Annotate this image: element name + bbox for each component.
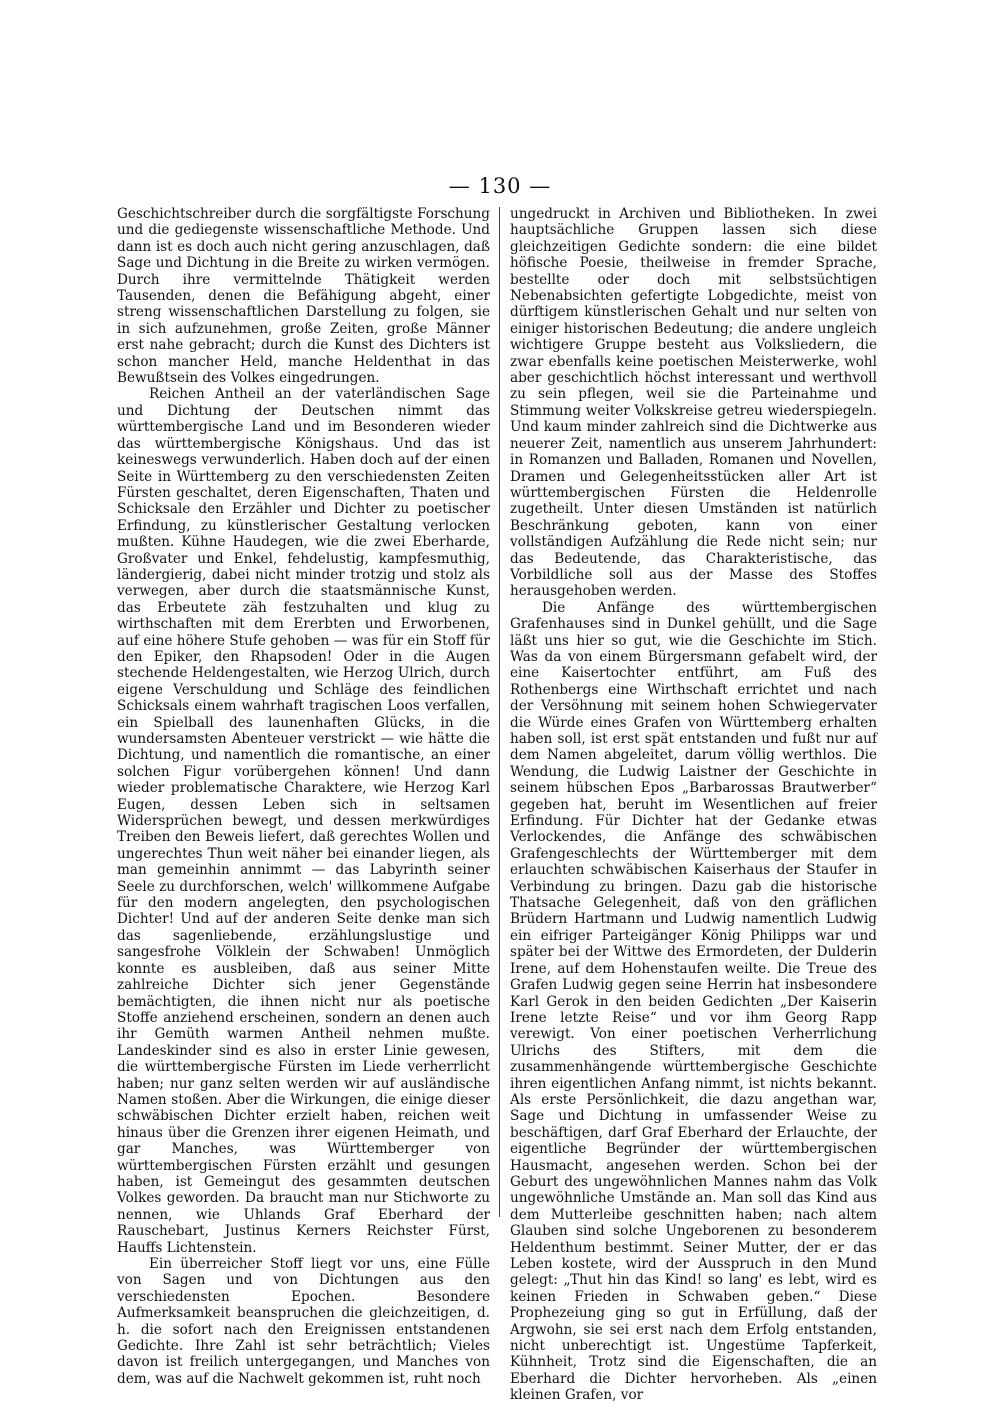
paragraph: Reichen Antheil an der vaterländischen Sage und Dichtung der Deutschen nimmt das württembergische Land und im Besonderen wieder das württembergische Königshaus. Und das ist keineswegs verwunderlich. Haben doch auf der einen Seite in Württemberg zu den verschiedensten Zeiten Fürsten geschaltet, deren Eigenschaften, Thaten und Schicksale den Erzähler und Dichter zu poetischer Erfindung, zu künstlerischer Gestaltung verlocken mußten. Kühne Haudegen, wie die zwei Eberharde, Großvater und Enkel, fehdelustig, kampfesmuthig, ländergierig, dabei nicht minder trotzig und stolz als verwegen, aber durch die staatsmännische Kunst, das Erbeutete zäh festzuhalten und klug zu wirthschaften mit dem Ererbten und Erworbenen, auf eine höhere Stufe gehoben — was für ein Stoff für den Epiker, den Rhapsoden! Oder in die Augen stechende Heldengestalten, wie Herzog Ulrich, durch eigene Verschuldung und Schläge des feindlichen Schicksals einem wahrhaft tragischen Loos verfallen, ein Spielball des launenhaften Glücks, in die wundersamsten Abenteuer verstrickt — wie hätte die Dichtung, und namentlich die romantische, an einer solchen Figur vorübergehen können! Und dann wieder problematische Charaktere, wie Herzog Karl Eugen, dessen Leben sich in seltsamen Widersprüchen bewegt, und dessen merkwürdiges Treiben den Beweis liefert, daß gerechtes Wollen und ungerechtes Thun weit näher bei einander liegen, als man gemeinhin annimmt — das Labyrinth seiner Seele zu durchforschen, welch' willkommene Aufgabe für den modern angelegten, den psychologischen Dichter! Und auf der anderen Seite denke man sich das sagenliebende, erzählungslustige und sangesfrohe Völklein der Schwaben! Unmöglich konnte es ausbleiben, daß aus seiner Mitte zahlreiche Dichter sich jener Gegenstände bemächtigten, die ihnen nicht nur als poetische Stoffe anziehend erscheinen, sondern an denen auch ihr Gemüth warmen Antheil nehmen mußte. Landeskinder sind es also in erster Linie gewesen, die württembergische Fürsten im Liede verherrlicht haben; nur ganz selten werden wir auf ausländische Namen stoßen. Aber die Wirkungen, die einige dieser schwäbischen Dichter erzielt haben, reichen weit hinaus über die Grenzen ihrer eigenen Heimath, und gar Manches, was Württemberger von württembergischen Fürsten erzählt und gesungen haben, ist Gemeingut des gesammten deutschen Volkes geworden. Da braucht man nur Stichworte zu nennen, wie Uhlands Graf Eberhard der Rauschebart, Justinus Kerners Reichster Fürst, Hauffs Lichtenstein. <box>117 386 491 1256</box>
paragraph: Geschichtschreiber durch die sorgfältigste Forschung und die gediegenste wissenschaftliche Methode. Und dann ist es doch auch nicht gering anzuschlagen, daß Sage und Dichtung in die Breite zu wirken vermögen. Durch ihre vermittelnde Thätigkeit werden Tausenden, denen die Befähigung abgeht, einer streng wissenschaftlichen Darstellung zu folgen, sie in sich aufzunehmen, große Zeiten, große Männer erst nahe gebracht; durch die Kunst des Dichters ist schon mancher Held, manche Heldenthat in das Bewußtsein des Volkes eingedrungen. <box>117 206 490 387</box>
page-number: — 130 — <box>448 174 552 198</box>
right-text-column <box>510 206 877 1404</box>
paragraph: Ein überreicher Stoff liegt vor uns, eine Fülle von Sagen und von Dichtungen aus den verschiedensten Epochen. Besondere Aufmerksamkeit beanspruchen die gleichzeitigen, d. h. die sofort nach den Ereignissen entstandenen Gedichte. Ihre Zahl ist sehr beträchtlich; Vieles davon ist freilich untergegangen, und Manches von dem, was auf die Nachwelt gekommen ist, ruht noch <box>117 1256 490 1387</box>
paragraph: Die Anfänge des württembergischen Grafenhauses sind in Dunkel gehüllt, und die Sage läßt uns hier so gut, wie die Geschichte im Stich. Was da von einem Bürgersmann gefabelt wird, der eine Kaisertochter entführt, am Fuß des Rothenbergs eine Wirthschaft errichtet und nach der Versöhnung mit seinem hohen Schwiegervater die Würde eines Grafen von Württemberg erhalten haben soll, ist erst spät entstanden und fußt nur auf dem Namen abgeleitet, darum völlig werthlos. Die Wendung, die Ludwig Laistner der Geschichte in seinem hübschen Epos „Barbarossas Brautwerber“ gegeben hat, beruht im Wesentlichen auf freier Erfindung. Für Dichter hat der Gedanke etwas Verlockendes, die Anfänge des schwäbischen Grafengeschlechts der Württemberger mit dem erlauchten schwäbischen Kaiserhaus der Staufer in Verbindung zu bringen. Dazu gab die historische Thatsache Gelegenheit, daß von den gräflichen Brüdern Hartmann und Ludwig namentlich Ludwig ein eifriger Parteigänger König Philipps war und später bei der Wittwe des Ermordeten, der Dulderin Irene, auf dem Hohenstaufen weilte. Die Treue des Grafen Ludwig gegen seine Herrin hat insbesondere Karl Gerok in den beiden Gedichten „Der Kaiserin Irene letzte Reise“ und vor ihm Georg Rapp verewigt. Von einer poetischen Verherrlichung Ulrichs des Stifters, mit dem die zusammenhängende württembergische Geschichte ihren eigentlichen Anfang nimmt, ist nichts bekannt. Als erste Persönlichkeit, die dazu angethan war, Sage und Dichtung in umfassender Weise zu beschäftigen, darf Graf Eberhard der Erlauchte, der eigentliche Begründer der württembergischen Hausmacht, angesehen werden. Schon bei der Geburt des ungewöhnlichen Mannes nahm das Volk ungewöhnliche Umstände an. Man soll das Kind aus dem Mutterleibe geschnitten haben; nach altem Glauben sind solche Ungeborenen zu besonderem Heldenthum bestimmt. Seiner Mutter, der er das Leben kostete, wird der Ausspruch in den Mund gelegt: „Thut hin das Kind! so lang' es lebt, wird es keinen Frieden in Schwaben geben.“ Diese Prophezeiung ging so gut in Erfüllung, daß der Argwohn, sie sei erst nach dem Erfolg entstanden, nicht unberechtigt ist. Ungestüme Tapferkeit, Kühnheit, Trotz sind die Eigenschaften, die an Eberhard die Dichter hervorheben. Als „einen kleinen Grafen, vor <box>510 599 877 1404</box>
paragraph: ungedruckt in Archiven und Bibliotheken. In zwei hauptsächliche Gruppen lassen sich diese gleichzeitigen Gedichte sondern: die eine bildet höfische Poesie, theilweise in fremder Sprache, bestellte oder doch mit selbstsüchtigen Nebenabsichten gefertigte Lobgedichte, meist von dürftigem künstlerischen Gehalt und nur selten von einiger historischen Bedeutung; die andere ungleich wichtigere Gruppe besteht aus Volksliedern, die zwar ebenfalls keine poetischen Meisterwerke, wohl aber geschichtlich höchst interessant und werthvoll zu sein pflegen, weil sie die Parteinahme und Stimmung weiter Volkskreise getreu wiederspiegeln. Und kaum minder zahlreich sind die Dichtwerke aus neuerer Zeit, namentlich aus unserem Jahrhundert: in Romanzen und Balladen, Romanen und Novellen, Dramen und Gelegenheitsstücken aller Art ist württembergischen Fürsten die Heldenrolle zugetheilt. Unter diesen Umständen ist natürlich Beschränkung geboten, kann von einer vollständigen Aufzählung die Rede nicht sein; nur das Bedeutende, das Charakteristische, das Vorbildliche soll aus der Masse des Stoffes herausgehoben werden. <box>510 206 877 600</box>
column-divider <box>499 207 500 1217</box>
left-text-column <box>117 206 490 1387</box>
